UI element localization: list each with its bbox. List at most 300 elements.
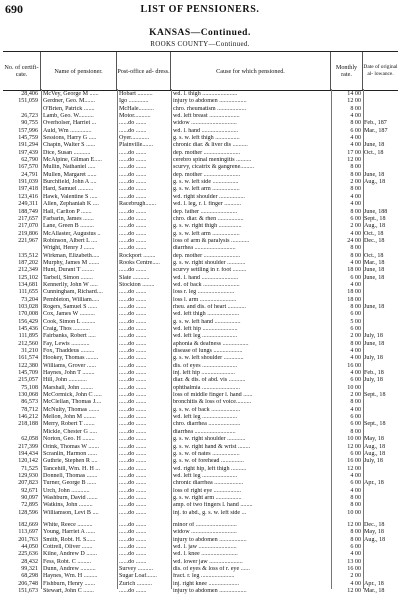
cause-cell: wd. l. knee ........................ (173, 551, 238, 558)
rate-cell: 8 00 (350, 120, 361, 127)
name-cell: Sessions, Harry G ..... (43, 135, 97, 142)
name-cell: Wright, Henry J ....... (43, 245, 95, 252)
certificate-cell: 145,759 (18, 135, 38, 142)
certificate-cell: 182,669 (18, 521, 38, 528)
date-cell: Sept., 18 (364, 215, 386, 222)
cause-cell: inj. right knee .................... (173, 580, 240, 587)
rate-cell: 8 00 (350, 529, 361, 536)
certificate-cell: 170,008 (18, 311, 38, 318)
certificate-cell: 103,028 (18, 303, 38, 310)
date-cell: July, 18 (364, 333, 383, 340)
table-row (3, 135, 398, 142)
name-cell: McAlpine, Gilman E..... (43, 157, 102, 164)
page-number: 690 (5, 2, 23, 16)
name-cell: Scranlin, Harmon ...... (43, 450, 97, 457)
name-cell: Overholser, Harriet ... (43, 120, 97, 127)
table-row (3, 451, 398, 458)
rate-cell: 4 00 (350, 113, 361, 120)
page-title: LIST OF PENSIONERS. (140, 4, 260, 15)
post-office-cell: ......do ....... (119, 311, 147, 318)
cause-cell: g. s. w. left arm .................. (173, 186, 240, 193)
certificate-cell: 72,895 (21, 502, 38, 509)
name-cell: Mellon, John M ........ (43, 414, 96, 421)
cause-cell: wd. l. hand ........................ (173, 127, 239, 134)
certificate-cell: 217,657 (18, 215, 38, 222)
table-row (3, 407, 398, 414)
name-cell: Cottrell, Oliver ....... (43, 543, 93, 550)
rate-cell: 4 00 (350, 135, 361, 142)
rate-cell: 8 00 (350, 245, 361, 252)
certificate-cell: 151,059 (18, 98, 38, 105)
table-row (3, 120, 398, 127)
cause-cell: minor of ........................... (173, 521, 237, 528)
table-row (3, 370, 398, 377)
certificate-cell: 145,709 (18, 370, 38, 377)
post-office-cell: ......do ....... (119, 303, 147, 310)
table-row (3, 429, 398, 436)
name-cell: Allen, Zephaniah K .... (43, 201, 99, 208)
certificate-cell: 78,712 (21, 406, 38, 413)
cause-cell: dep. father ........................ (173, 208, 238, 215)
certificate-cell: 31,210 (21, 348, 38, 355)
name-cell: Cox, James W .......... (43, 311, 95, 318)
post-office-cell: Plainville....... (119, 142, 154, 149)
table-row (3, 333, 398, 340)
cause-cell: loss of arm & paralysis ............ (173, 237, 250, 244)
post-office-cell: ......do ....... (119, 558, 147, 565)
post-office-cell: ......do ....... (119, 362, 147, 369)
table-row (3, 157, 398, 164)
certificate-cell: 75,108 (21, 384, 38, 391)
cause-cell: wd. lower jaw ...................... (173, 558, 243, 565)
date-cell: June, 18 (364, 274, 385, 281)
certificate-cell: 111,895 (18, 333, 38, 340)
certificate-cell: 113,697 (18, 529, 38, 536)
certificate-cell: 194,434 (18, 450, 38, 457)
date-cell: June, 188 (364, 208, 388, 215)
rate-cell: 4 00 (350, 193, 361, 200)
post-office-cell: McHale.......... (119, 105, 154, 112)
name-cell: Haynes, Wm. H ......... (43, 573, 98, 580)
certificate-cell: 120,142 (18, 458, 38, 465)
post-office-cell: ......do ....... (119, 348, 147, 355)
name-cell: Williamson, Levi B .... (43, 509, 99, 516)
rate-cell: 4 00 (350, 487, 361, 494)
cause-cell: g. s. w. left shoulder ............. (173, 355, 244, 362)
certificate-cell: 73,204 (21, 296, 38, 303)
table-row (3, 311, 398, 318)
rate-cell: 18 00 (347, 296, 361, 303)
cause-cell: g. s. w. of nates .................. (173, 450, 240, 457)
rate-cell: 18 00 (347, 289, 361, 296)
pensioner-table (3, 91, 398, 595)
rate-cell: 6 00 (350, 377, 361, 384)
cause-cell: g. s. w. left thigh ................ (173, 135, 240, 142)
certificate-cell: 161,574 (18, 355, 38, 362)
column-header-post-office: Post-office ad- dress. (117, 52, 171, 90)
date-cell: July, 18 (364, 458, 383, 465)
table-row (3, 385, 398, 392)
post-office-cell: ......do ....... (119, 267, 147, 274)
post-office-cell: ......do ....... (119, 237, 147, 244)
post-office-cell: ......do ....... (119, 521, 147, 528)
certificate-cell: 92,671 (21, 487, 38, 494)
post-office-cell: Zurich .......... (119, 580, 153, 587)
table-row (3, 544, 398, 551)
post-office-cell: ......do ....... (119, 377, 147, 384)
post-office-cell: Sugar Loaf....... (119, 573, 157, 580)
rate-cell: 6 00 (350, 127, 361, 134)
post-office-cell: ......do ....... (119, 392, 147, 399)
certificate-cell: 146,212 (18, 414, 38, 421)
table-row (3, 421, 398, 428)
table-row (3, 488, 398, 495)
rate-cell: 4 00 (350, 370, 361, 377)
cause-cell: g. s. w. of back ................... (173, 406, 241, 413)
name-cell: Donnell, Thomas ....... (43, 472, 98, 479)
rate-cell: 6 00 (350, 274, 361, 281)
table-row (3, 363, 398, 370)
table-row (3, 267, 398, 274)
name-cell: Chapin, Walter S ...... (43, 142, 96, 149)
cause-cell: wd. l. thigh ....................... (173, 91, 238, 97)
name-cell: Williams, Grover ...... (43, 362, 97, 369)
certificate-cell: 28,432 (21, 558, 38, 565)
name-cell: Fess, Robt. C ......... (43, 558, 92, 565)
rate-cell: 4 00 (350, 348, 361, 355)
cause-cell: wd. left hip ....................... (173, 326, 238, 332)
certificate-cell: 206,748 (18, 580, 38, 587)
certificate-cell: 24,791 (21, 171, 38, 178)
table-row (3, 275, 398, 282)
table-row (3, 289, 398, 296)
rate-cell: 8 00 (350, 186, 361, 193)
cause-cell: chronic diarrhea ................... (173, 480, 244, 487)
cause-cell: g. s. w. left hand ................. (173, 318, 241, 325)
cause-cell: dep. mother ........................ (173, 149, 241, 156)
certificate-cell: 28,406 (21, 91, 38, 97)
certificate-cell: 151,673 (18, 588, 38, 595)
post-office-cell: ......do ....... (119, 588, 147, 595)
certificate-cell: 62,058 (21, 436, 38, 443)
name-cell: Lamb, Geo. W.......... (43, 113, 94, 120)
date-cell: Aug., 18 (364, 223, 386, 230)
post-office-cell: ......do ....... (119, 487, 147, 494)
date-cell: Oct., 18 (364, 230, 384, 237)
post-office-cell: Racebrugh....... (119, 201, 157, 208)
post-office-cell: Stockton ........ (119, 281, 155, 288)
date-cell: Aug., 18 (364, 450, 386, 457)
table-row (3, 304, 398, 311)
certificate-cell: 191,294 (18, 142, 38, 149)
table-row (3, 559, 398, 566)
date-cell: May, 18 (364, 436, 384, 443)
date-cell: Apr., 18 (364, 480, 384, 487)
date-cell: Sept., 18 (364, 421, 386, 428)
cause-cell: chro. diar. & rhen ................. (173, 215, 244, 222)
rate-cell: 8 00 (350, 164, 361, 171)
date-cell: June, 18 (364, 171, 385, 178)
rate-cell: 12 00 (347, 157, 361, 164)
certificate-cell: 123,416 (18, 193, 38, 200)
table-row (3, 238, 398, 245)
date-cell: June, 18 (364, 142, 385, 149)
date-cell: Dec., 18 (364, 521, 385, 528)
column-header-name: Name of pensioner. (41, 52, 117, 90)
name-cell: Lane, Green B ......... (43, 223, 94, 230)
rate-cell: 12 00 (347, 521, 361, 528)
cause-cell: disease of lungs ................... (173, 348, 243, 355)
post-office-cell: ......do ....... (119, 551, 147, 558)
rate-cell: 2 00 (350, 333, 361, 340)
table-row (3, 91, 398, 98)
post-office-cell: ......do ....... (119, 502, 147, 509)
certificate-cell: 221,967 (18, 237, 38, 244)
certificate-cell: 135,512 (18, 252, 38, 259)
post-office-cell: ......do ....... (119, 472, 147, 479)
table-row (3, 458, 398, 465)
table-row (3, 473, 398, 480)
rate-cell: 8 00 (350, 171, 361, 178)
post-office-cell: ......do ....... (119, 458, 147, 465)
name-cell: Marshall, John ........ (43, 384, 93, 391)
cause-cell: chro. diarrhea ..................... (173, 421, 241, 428)
certificate-cell: 99,321 (21, 566, 38, 572)
table-row (3, 436, 398, 443)
name-cell: Wirkman, Elizabeth..... (43, 252, 100, 259)
cause-cell: wd. right shoulder ................. (173, 193, 245, 200)
table-row (3, 172, 398, 179)
certificate-cell: 167,570 (18, 164, 38, 171)
rate-cell: 14 00 (347, 91, 361, 97)
certificate-cell: 62,790 (21, 157, 38, 164)
name-cell: Merry, Robert T ....... (43, 421, 95, 428)
date-cell: Aug., 18 (364, 443, 386, 450)
table-row (3, 297, 398, 304)
name-cell: McAllaster, Augustus .. (43, 230, 101, 237)
cause-cell: g. s. w. right shoulder ............ (173, 259, 246, 266)
name-cell: Gerdner, Geo. M....... (43, 98, 96, 105)
rate-cell: 2 00 (350, 179, 361, 186)
name-cell: McClellan, Thomas J.... (43, 399, 102, 406)
table-row (3, 216, 398, 223)
post-office-cell: ......do ....... (119, 536, 147, 543)
date-cell: June, 18 (364, 267, 385, 274)
name-cell: Hill, John ............ (43, 377, 87, 384)
post-office-cell: ......do ....... (119, 480, 147, 487)
rate-cell: 8 00 (350, 340, 361, 347)
table-row (3, 341, 398, 348)
cause-cell: wd. l. hand ........................ (173, 274, 239, 281)
cause-cell: dep. mother ........................ (173, 252, 241, 259)
post-office-cell: ......do ....... (119, 318, 147, 325)
certificate-cell: 156,429 (18, 318, 38, 325)
post-office-cell: ......do ....... (119, 436, 147, 443)
table-row (3, 245, 398, 252)
table-row (3, 231, 398, 238)
post-office-cell: Slate ........... (119, 274, 150, 281)
table-row (3, 201, 398, 208)
table-header (3, 51, 398, 91)
rate-cell: 8 00 (350, 105, 361, 112)
cause-cell: diarrhea ........................... (173, 428, 236, 435)
cause-cell: widow .............................. (173, 120, 237, 127)
cause-cell: loss l. arm ........................ (173, 296, 237, 303)
name-cell: Mickle, Chester G ..... (43, 428, 97, 435)
rate-cell: 8 00 (350, 494, 361, 501)
name-cell: Hookey, Thomas ........ (43, 355, 99, 362)
date-cell: Mar., 187 (364, 127, 388, 134)
post-office-cell: ......do ....... (119, 193, 147, 200)
certificate-cell: 207,823 (18, 480, 38, 487)
cause-cell: scurvy, cicatrix & gangrene......... (173, 164, 254, 171)
date-cell: Aug., 18 (364, 179, 386, 186)
certificate-cell: 68,298 (21, 573, 38, 580)
name-cell: Guthrie, Stephen R .... (43, 458, 98, 465)
cause-cell: ophthalmia ......................... (173, 384, 241, 391)
rate-cell: 4 00 (350, 281, 361, 288)
date-cell: Feb., 187 (364, 120, 387, 127)
name-cell: Haynes, John T ........ (43, 370, 95, 377)
post-office-cell: ......do ....... (119, 529, 147, 536)
post-office-cell: ......do ....... (119, 450, 147, 457)
table-row (3, 253, 398, 260)
cause-cell: fract. r. leg ...................... (173, 573, 235, 580)
certificate-cell: 128,596 (18, 509, 38, 516)
name-cell: Turner, George B ...... (43, 480, 97, 487)
name-cell: Fairbanks, Robert ..... (43, 333, 96, 340)
table-row (3, 179, 398, 186)
cause-cell: aphonia & deafness ................. (173, 340, 249, 347)
post-office-cell: Motor........... (119, 113, 151, 120)
post-office-cell: ......do ....... (119, 384, 147, 391)
name-cell: Mullin, Nathaniel ..... (43, 164, 96, 171)
table-row (3, 502, 398, 509)
cause-cell: scurvy settling in r. foot ......... (173, 267, 247, 274)
name-cell: Farbarin, James ....... (43, 215, 94, 222)
name-cell: Tancehill, Wm. H. H ... (43, 465, 101, 472)
certificate-cell: 71,525 (21, 465, 38, 472)
post-office-cell: ......do ....... (119, 164, 147, 171)
cause-cell: cerebro spinal meningitis .......... (173, 157, 252, 164)
rate-cell: 8 00 (350, 303, 361, 310)
date-cell: Dec., 18 (364, 237, 385, 244)
date-cell: June, 18 (364, 340, 385, 347)
post-office-cell: ......do ....... (119, 186, 147, 193)
certificate-cell: 44,050 (21, 543, 38, 550)
post-office-cell: ......do ....... (119, 399, 147, 406)
name-cell: Young, Harriet A ...... (43, 529, 96, 536)
date-cell: Oct., 18 (364, 252, 384, 259)
certificate-cell: 111,655 (18, 289, 38, 296)
certificate-cell: 197,418 (18, 186, 38, 193)
cause-cell: g. s. w. left arm .................. (173, 230, 240, 237)
name-cell: McVey, George M ...... (43, 91, 99, 97)
cause-cell: injury to abdomen .................. (173, 588, 247, 595)
date-cell: Sept., 18 (364, 392, 386, 399)
name-cell: Fox, Thaddeus ......... (43, 348, 95, 355)
cause-cell: wd. left leg ....................... (173, 333, 238, 340)
rate-cell: 12 00 (347, 443, 361, 450)
rate-cell: 4 00 (350, 472, 361, 479)
rate-cell: 24 00 (347, 237, 361, 244)
rate-cell: 8 00 (350, 252, 361, 259)
post-office-cell: Survey .......... (119, 566, 154, 572)
name-cell: Fay, Lewis ............ (43, 340, 90, 347)
table-row (3, 522, 398, 529)
certificate-cell: 86,573 (21, 399, 38, 406)
certificate-cell: 129,930 (18, 472, 38, 479)
name-cell: White, Reece .......... (43, 521, 93, 528)
table-row (3, 282, 398, 289)
name-cell: Hunt, Durant T ........ (43, 267, 94, 274)
post-office-cell: ......do ....... (119, 208, 147, 215)
certificate-cell: 225,636 (18, 551, 38, 558)
table-row (3, 319, 398, 326)
post-office-cell: ......do ....... (119, 543, 147, 550)
rate-cell: 6 00 (350, 414, 361, 421)
name-cell: Kilne, Andrew D ....... (43, 551, 97, 558)
certificate-cell: 130,068 (18, 392, 38, 399)
certificate-cell: 197,439 (18, 149, 38, 156)
table-row (3, 551, 398, 558)
name-cell: Auld, Wm .............. (43, 127, 92, 134)
name-cell: Murphy, James M ....... (43, 259, 100, 266)
name-cell: Hall, Carlton P ....... (43, 208, 92, 215)
name-cell: Cunningham, Richard.... (43, 289, 103, 296)
name-cell: Kennerlly, John W ..... (43, 281, 98, 288)
post-office-cell: ......do ....... (119, 215, 147, 222)
post-office-cell: ......do ....... (119, 421, 147, 428)
name-cell: Fishburn, Henry ....... (43, 580, 96, 587)
date-cell: Feb., 18 (364, 370, 384, 377)
rate-cell: 17 00 (347, 149, 361, 156)
cause-cell: chronic diar. & liver dis .......... (173, 142, 248, 149)
column-header-monthly-rate: Monthly rate. (331, 52, 363, 90)
cause-cell: wd. left thigh ..................... (173, 311, 240, 318)
cause-cell: injury to abdomen .................. (173, 98, 247, 105)
name-cell: Pembleton, William..... (43, 296, 100, 303)
column-header-cause: Cause for which pensioned. (171, 52, 331, 90)
post-office-cell: ......do ....... (119, 230, 147, 237)
table-row (3, 566, 398, 573)
post-office-cell: ......do ....... (119, 326, 147, 332)
column-header-date: Date of original al- lowance. (363, 64, 398, 77)
rate-cell: 8 00 (350, 428, 361, 435)
certificate-cell: 212,349 (18, 267, 38, 274)
table-row (3, 444, 398, 451)
date-cell: May, 18 (364, 529, 384, 536)
rate-cell: 13 00 (347, 558, 361, 565)
table-row (3, 495, 398, 502)
rate-cell: 4 00 (350, 142, 361, 149)
post-office-cell: ......do ....... (119, 127, 147, 134)
rate-cell: 4 00 (350, 406, 361, 413)
table-row (3, 260, 398, 267)
rate-cell: 8 00 (350, 536, 361, 543)
name-cell: Hard, Samuel .......... (43, 186, 94, 193)
state-heading: KANSAS—Continued. (149, 28, 251, 38)
name-cell: Norton, Geo. H ........ (43, 436, 95, 443)
rate-cell: 6 00 (350, 543, 361, 550)
certificate-cell: 187,202 (18, 259, 38, 266)
post-office-cell: ......do ....... (119, 443, 147, 450)
post-office-cell: ......do ....... (119, 509, 147, 516)
rate-cell: 6 00 (350, 421, 361, 428)
cause-cell: wd. left leg ....................... (173, 414, 238, 421)
rate-cell: 8 00 (350, 399, 361, 406)
certificate-cell: 217,070 (18, 223, 38, 230)
